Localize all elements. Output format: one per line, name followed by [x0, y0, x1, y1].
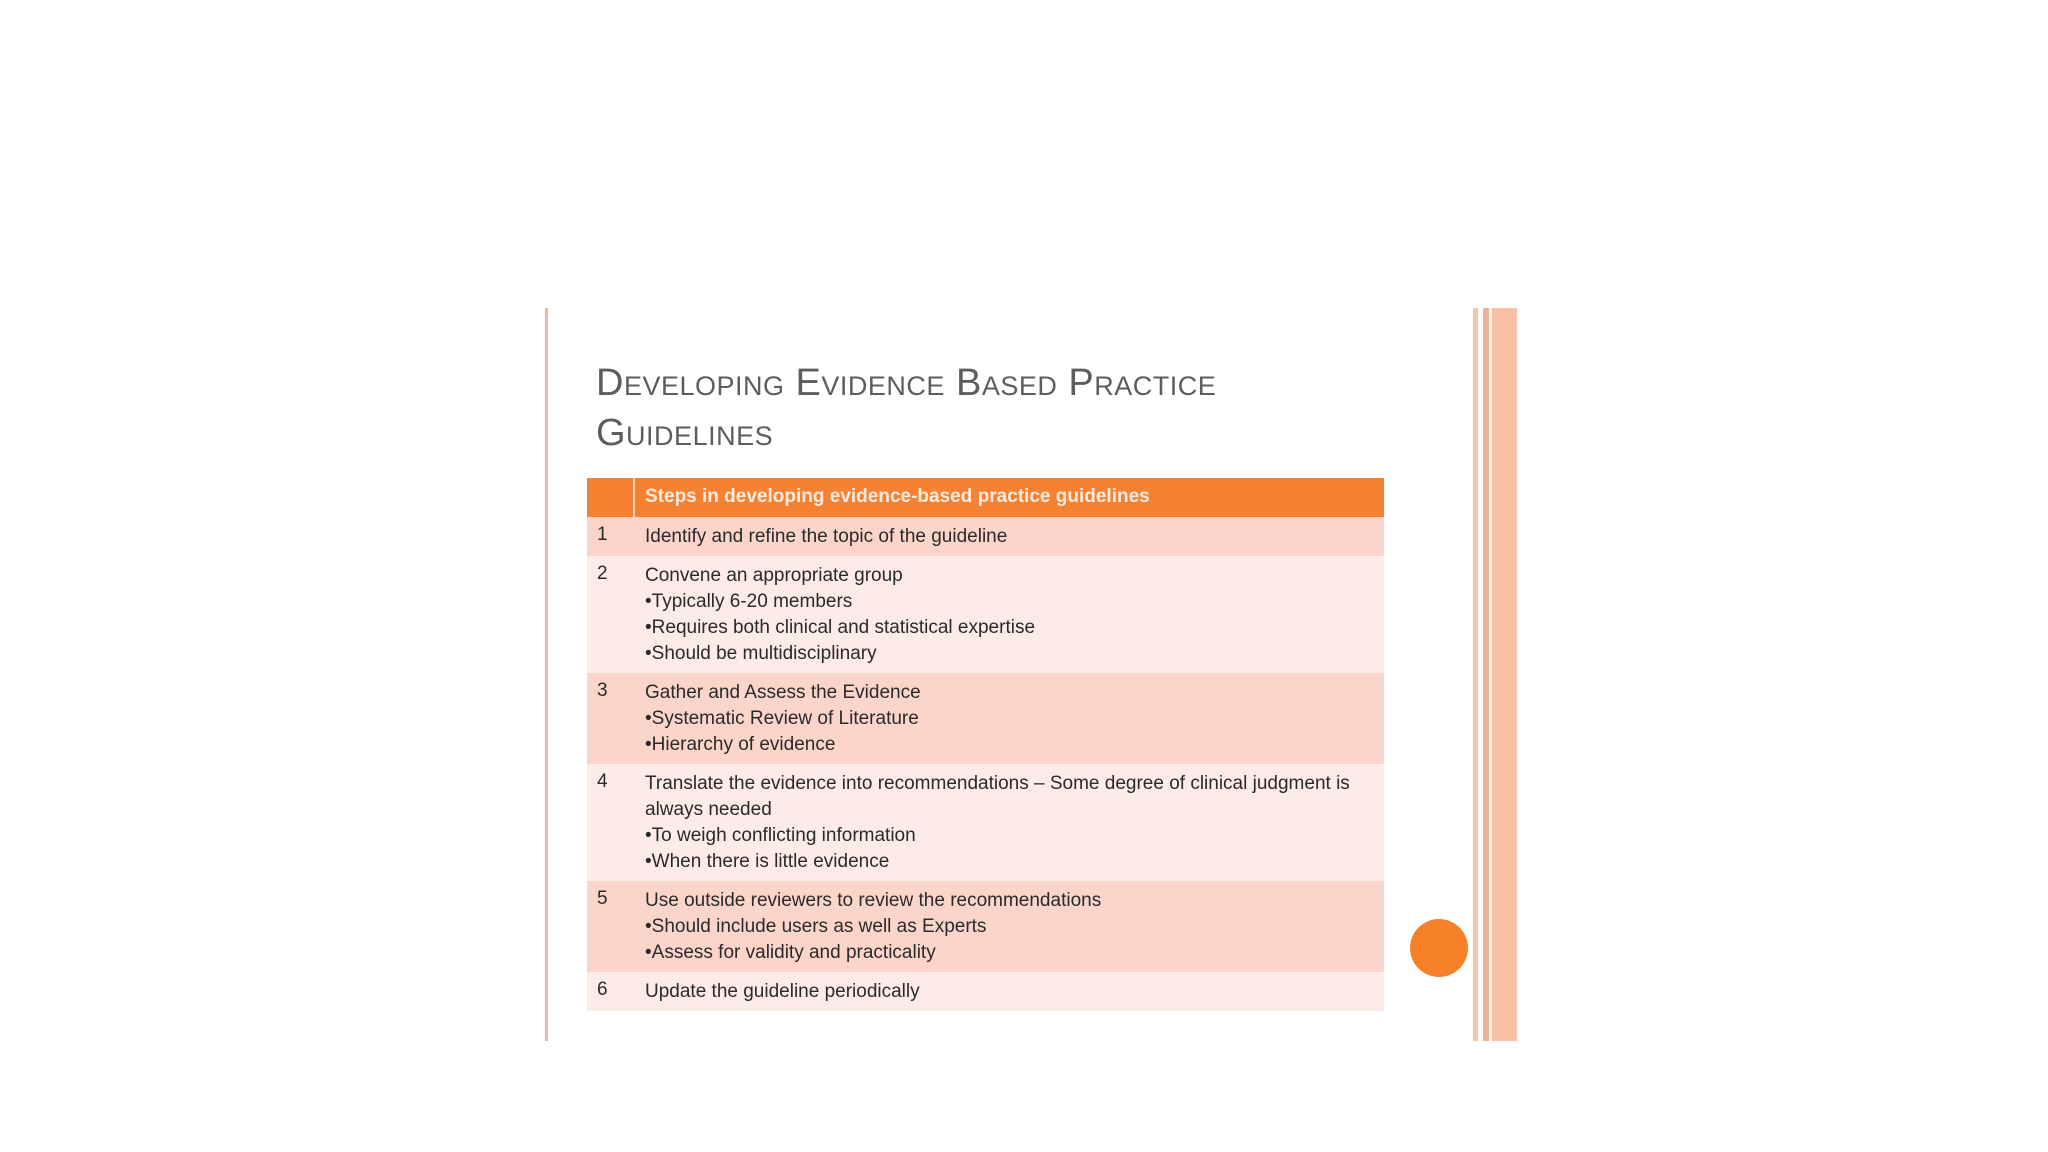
step-number: 3 [597, 680, 608, 701]
slide [545, 308, 1517, 1041]
step-bullet: •Hierarchy of evidence [645, 734, 836, 755]
table-row [587, 517, 1384, 556]
step-text [635, 764, 1384, 881]
step-line: Update the guideline periodically [645, 981, 920, 1002]
right-accent-band [1492, 308, 1517, 1041]
step-line: Translate the evidence into recommendations – Some degree of clinical judgment is always needed [645, 773, 1350, 820]
step-number: 2 [597, 563, 608, 584]
table-header: Steps in developing evidence-based practice guidelines [645, 486, 1150, 507]
step-text [635, 673, 1384, 764]
step-bullet: •Should be multidisciplinary [645, 643, 877, 664]
step-line: Use outside reviewers to review the recommendations [645, 890, 1102, 911]
orange-circle-decoration [1410, 919, 1468, 977]
steps-table [587, 478, 1384, 1011]
slide-title-line-2: Guidelines [596, 412, 774, 454]
step-text [635, 972, 1384, 1011]
step-bullet: •Assess for validity and practicality [645, 942, 936, 963]
step-text [635, 517, 1384, 556]
step-bullet: •Typically 6-20 members [645, 591, 853, 612]
step-bullet: •Should include users as well as Experts [645, 916, 987, 937]
slide-title-line-1: Developing Evidence Based Practice [596, 362, 1217, 404]
right-accent-stripe-2 [1483, 308, 1489, 1041]
table-row [587, 881, 1384, 972]
table-row [587, 764, 1384, 881]
header-number-cell [587, 478, 635, 517]
table-row [587, 556, 1384, 673]
right-accent-stripe-1 [1473, 308, 1478, 1041]
table-row [587, 673, 1384, 764]
step-text [635, 881, 1384, 972]
step-line: Convene an appropriate group [645, 565, 903, 586]
slide-title [596, 358, 1386, 458]
step-bullet: •Requires both clinical and statistical expertise [645, 617, 1036, 638]
step-number: 6 [597, 979, 608, 1000]
step-number: 1 [597, 524, 608, 545]
step-bullet: •To weigh conflicting information [645, 825, 916, 846]
left-accent-rule [545, 308, 548, 1041]
step-number: 4 [597, 771, 608, 792]
step-number: 5 [597, 888, 608, 909]
table-row [587, 972, 1384, 1011]
step-bullet: •Systematic Review of Literature [645, 708, 919, 729]
step-text [635, 556, 1384, 673]
step-line: Gather and Assess the Evidence [645, 682, 921, 703]
table-header-row [587, 478, 1384, 517]
step-bullet: •When there is little evidence [645, 851, 890, 872]
step-line: Identify and refine the topic of the guideline [645, 526, 1008, 547]
